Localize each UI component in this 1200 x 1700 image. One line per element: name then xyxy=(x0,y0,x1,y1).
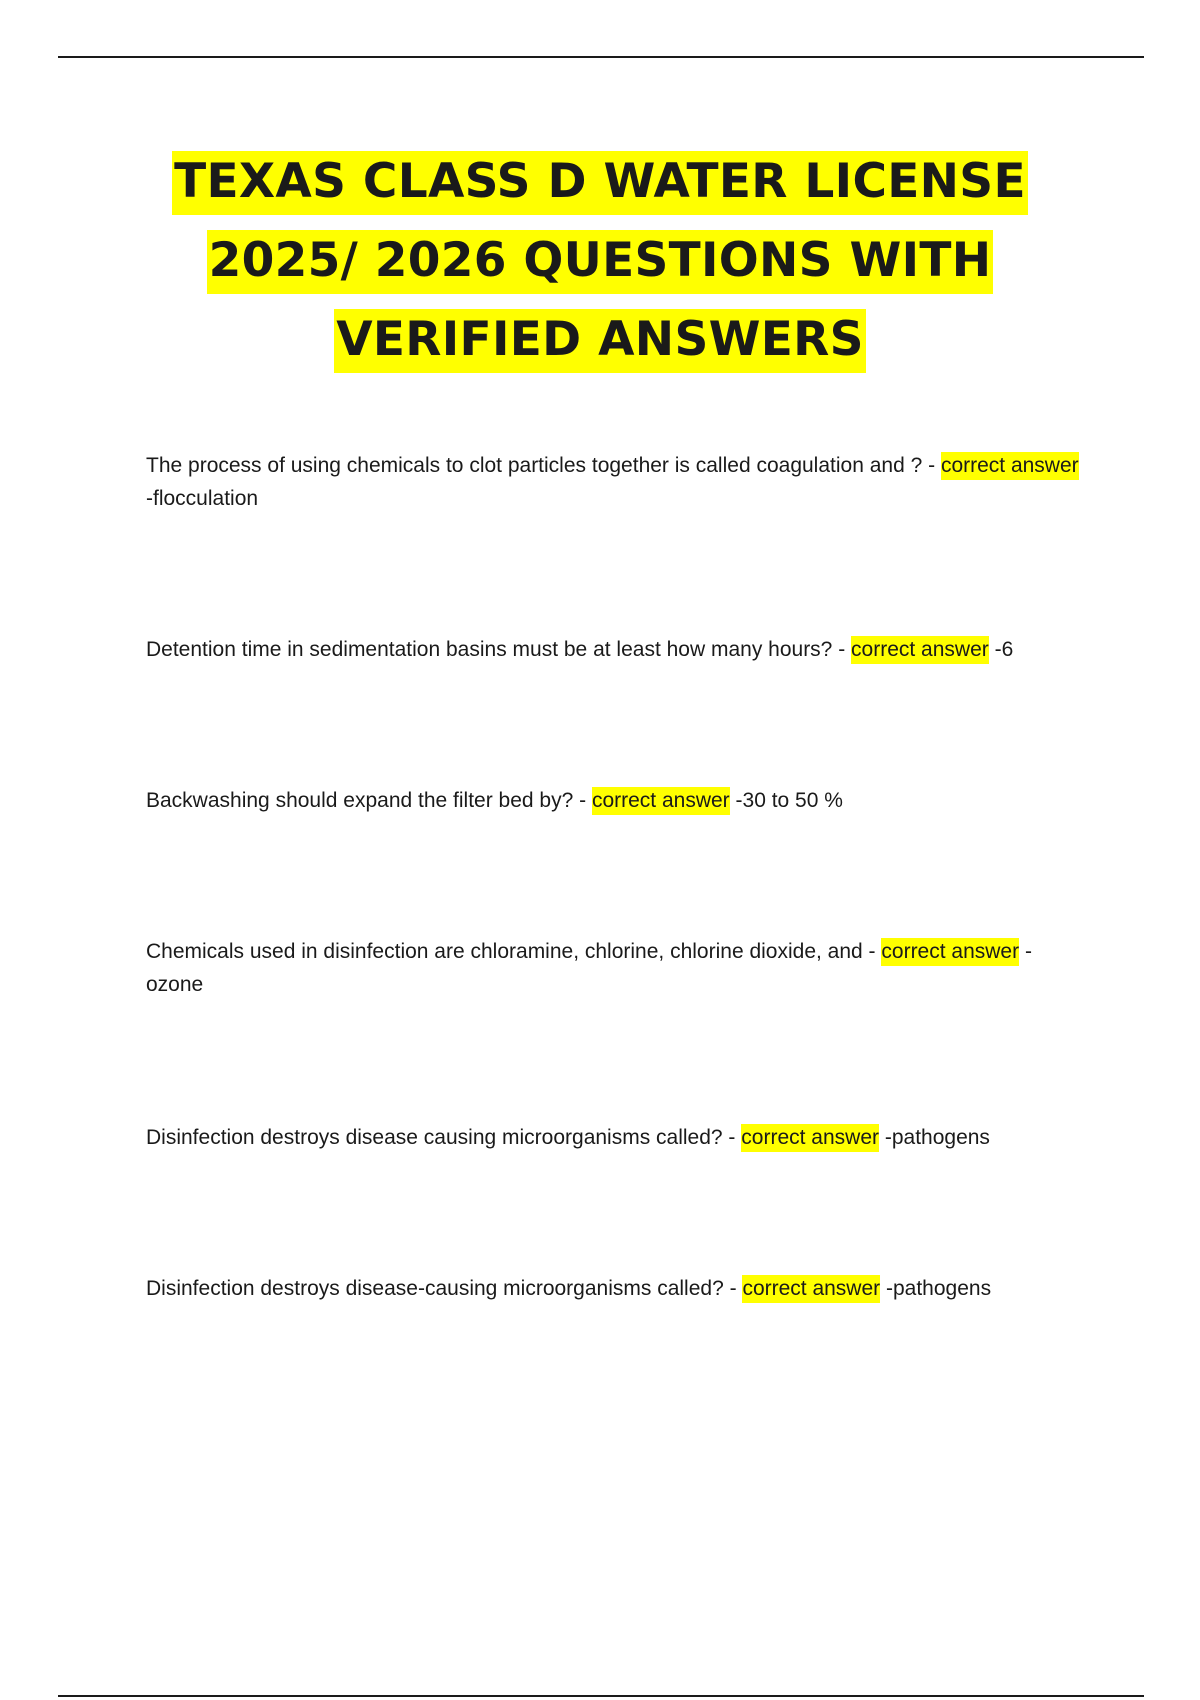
title-line-3: VERIFIED ANSWERS xyxy=(334,309,866,373)
question-text: Disinfection destroys disease-causing microorganisms called? - xyxy=(146,1277,737,1300)
correct-answer-marker: correct answer xyxy=(851,636,989,664)
top-rule xyxy=(58,56,1144,58)
title-line-2: 2025/ 2026 QUESTIONS WITH xyxy=(207,230,994,294)
bottom-rule xyxy=(58,1695,1144,1697)
question-text: Backwashing should expand the filter bed by? - xyxy=(146,789,587,812)
answer-text: -30 to 50 % xyxy=(735,789,843,812)
qa-item xyxy=(146,935,1086,1001)
question-text: Chemicals used in disinfection are chloramine, chlorine, chlorine dioxide, and - xyxy=(146,940,876,963)
qa-item xyxy=(146,449,1086,515)
answer-text: -pathogens xyxy=(886,1277,992,1300)
question-text: Disinfection destroys disease causing microorganisms called? - xyxy=(146,1126,736,1149)
answer-text: -ozone xyxy=(146,940,1032,996)
correct-answer-marker: correct answer xyxy=(741,1124,879,1152)
qa-item xyxy=(146,1272,1086,1305)
qa-item xyxy=(146,633,1086,666)
answer-text: -flocculation xyxy=(146,487,259,510)
title-line-1: TEXAS CLASS D WATER LICENSE xyxy=(172,151,1028,215)
qa-item xyxy=(146,784,1086,817)
correct-answer-marker: correct answer xyxy=(941,452,1079,480)
question-text: Detention time in sedimentation basins must be at least how many hours? - xyxy=(146,638,846,661)
correct-answer-marker: correct answer xyxy=(592,787,730,815)
answer-text: -6 xyxy=(994,638,1014,661)
correct-answer-marker: correct answer xyxy=(881,938,1019,966)
correct-answer-marker: correct answer xyxy=(742,1275,880,1303)
document-title xyxy=(80,142,1120,379)
qa-item xyxy=(146,1121,1086,1154)
answer-text: -pathogens xyxy=(884,1126,990,1149)
question-text: The process of using chemicals to clot particles together is called coagulation and ? - xyxy=(146,454,936,477)
